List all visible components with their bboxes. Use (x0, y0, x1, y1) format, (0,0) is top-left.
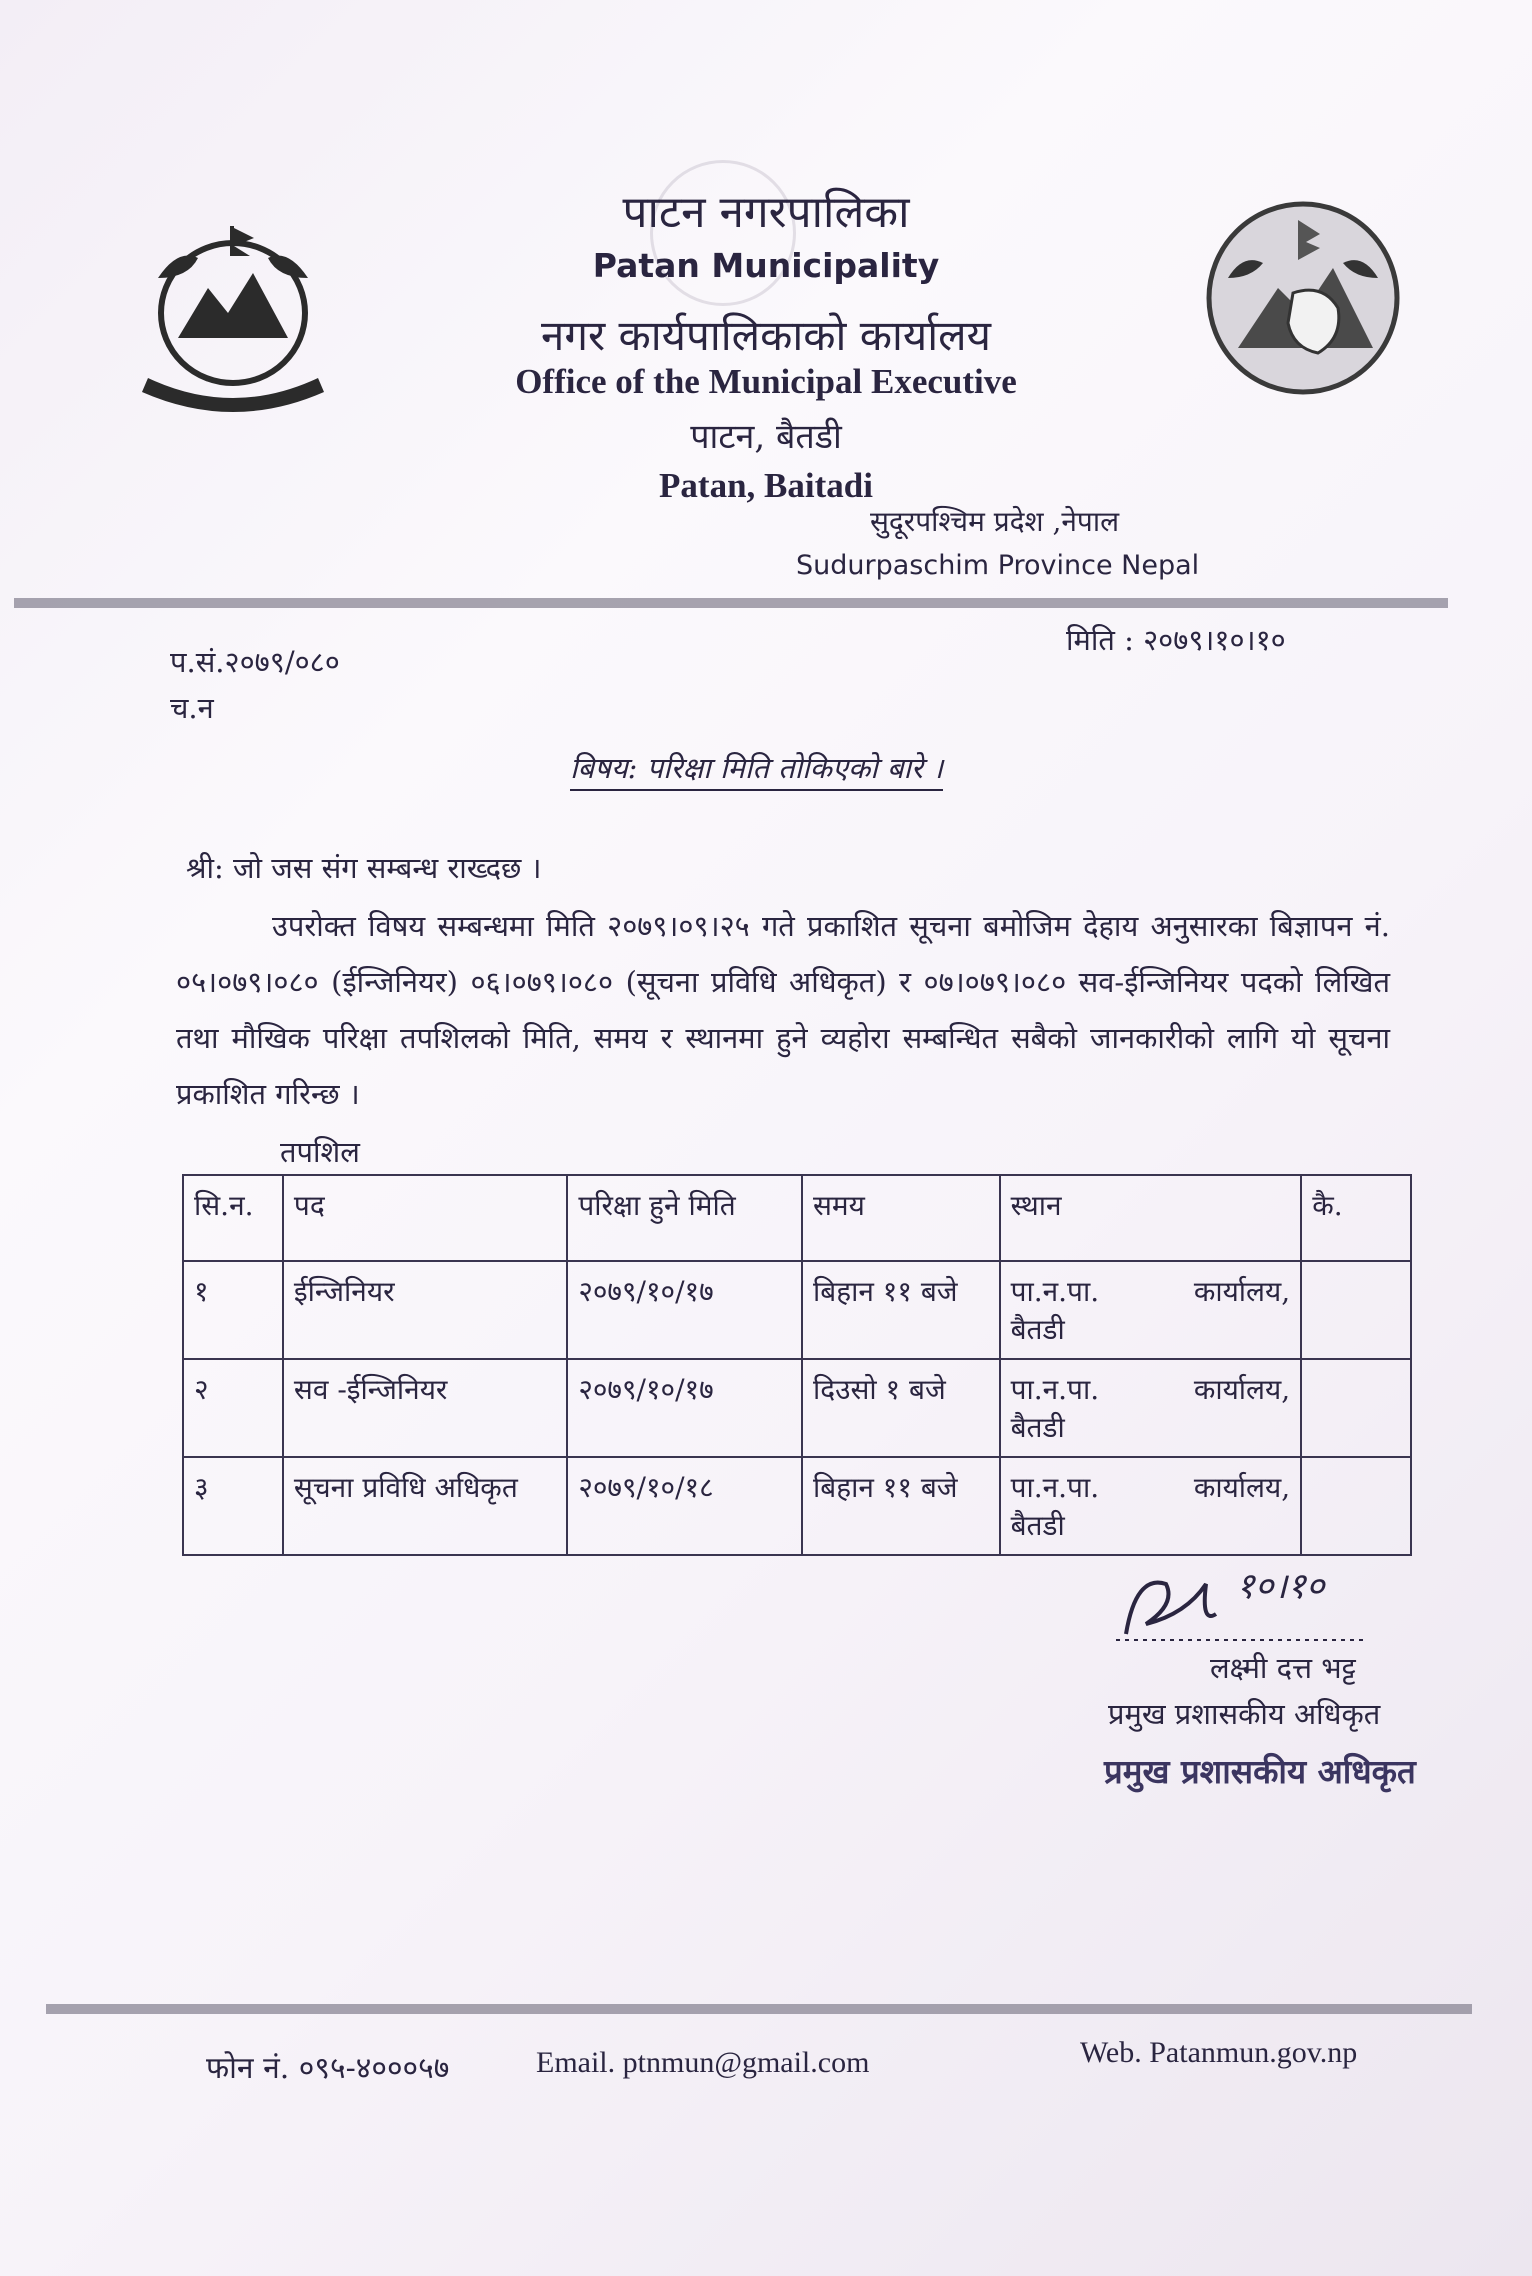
location-district: बैतडी (1010, 1411, 1065, 1444)
table-row (183, 1457, 1411, 1555)
location-district: बैतडी (1010, 1313, 1065, 1346)
salutation: श्री: जो जस संग सम्बन्ध राख्दछ । (186, 851, 542, 885)
cell-post: सव -ईन्जिनियर (283, 1359, 567, 1457)
subject-line: बिषय: परिक्षा मिति तोकिएको बारे । (570, 748, 943, 791)
signatory-name: लक्ष्मी दत्त भट्ट (1210, 1651, 1356, 1685)
cell-sn: २ (183, 1359, 283, 1457)
signature-date: १०।१० (1236, 1566, 1325, 1607)
body-paragraph (176, 898, 1390, 1122)
location-office: पा.न.पा. (1010, 1471, 1100, 1504)
table-row (183, 1359, 1411, 1457)
exam-schedule-table (182, 1174, 1412, 1556)
cell-location (1000, 1457, 1302, 1555)
footer-divider (46, 2004, 1472, 2014)
header-office-ne: नगर कार्यपालिकाको कार्यालय (541, 311, 991, 360)
location-office-word: कार्यालय, (1193, 1275, 1291, 1308)
cell-time: बिहान ११ बजे (802, 1457, 1000, 1555)
letter-date: मिति : २०७९।१०।१० (1066, 623, 1286, 657)
header-place-en: Patan, Baitadi (659, 466, 873, 505)
cell-post: ईन्जिनियर (283, 1261, 567, 1359)
header-cell: समय (802, 1175, 1000, 1261)
cell-remark (1301, 1359, 1411, 1457)
header-place-ne: पाटन, बैतडी (690, 417, 842, 457)
cell-date: २०७९/१०/१७ (567, 1261, 802, 1359)
cell-sn: ३ (183, 1457, 283, 1555)
header-name-ne: पाटन नगरपालिका (622, 187, 910, 238)
cell-sn: १ (183, 1261, 283, 1359)
designation-stamp: प्रमुख प्रशासकीय अधिकृत (1104, 1752, 1416, 1791)
cell-remark (1301, 1457, 1411, 1555)
signatory-title: प्रमुख प्रशासकीय अधिकृत (1108, 1697, 1381, 1731)
footer-website: Web. Patanmun.gov.np (1080, 2036, 1358, 2069)
location-office: पा.न.पा. (1010, 1275, 1100, 1308)
header-divider (14, 598, 1448, 608)
cell-remark (1301, 1261, 1411, 1359)
header-name-en: Patan Municipality (592, 246, 940, 285)
header-cell: परिक्षा हुने मिति (567, 1175, 802, 1261)
footer-email: Email. ptnmun@gmail.com (536, 2046, 870, 2079)
footer-phone: फोन नं. ०९५-४०००५७ (206, 2051, 450, 2086)
header-province-ne: सुदूरपश्चिम प्रदेश ,नेपाल (870, 505, 1120, 538)
dispatch-number: च.न (170, 691, 214, 725)
location-office-word: कार्यालय, (1193, 1471, 1291, 1504)
table-header-row (183, 1175, 1411, 1261)
header-cell: पद (283, 1175, 567, 1261)
cell-time: बिहान ११ बजे (802, 1261, 1000, 1359)
cell-post: सूचना प्रविधि अधिकृत (283, 1457, 567, 1555)
cell-location (1000, 1261, 1302, 1359)
table-row (183, 1261, 1411, 1359)
body-text: उपरोक्त विषय सम्बन्धमा मिति २०७९।०९।२५ गते प्रकाशित सूचना बमोजिम देहाय अनुसारका बिज्ञापन नं. ०५।०७९।०८० (ईन्जिनियर) ०६।०७९।०८० (सूचना प्रविधि अधिकृत) र ०७।०७९।०८० सव-ईन्जिनियर पदको लिखित तथा मौखिक परिक्षा तपशिलको मिति, समय र स्थानमा हुने व्यहोरा सम्बन्धित सबैको जानकारीको लागि यो सूचना प्रकाशित गरिन्छ । (176, 909, 1390, 1111)
location-office: पा.न.पा. (1010, 1373, 1100, 1406)
reference-number: प.सं.२०७९/०८० (170, 645, 340, 679)
cell-location (1000, 1359, 1302, 1457)
location-office-word: कार्यालय, (1193, 1373, 1291, 1406)
header-province-en: Sudurpaschim Province Nepal (796, 550, 1200, 581)
cell-date: २०७९/१०/१७ (567, 1359, 802, 1457)
schedule-title: तपशिल (280, 1135, 360, 1169)
header-cell: स्थान (1000, 1175, 1302, 1261)
cell-date: २०७९/१०/१८ (567, 1457, 802, 1555)
location-district: बैतडी (1010, 1509, 1065, 1542)
header-cell: कै. (1301, 1175, 1411, 1261)
header-cell: सि.न. (183, 1175, 283, 1261)
header-office-en: Office of the Municipal Executive (515, 362, 1017, 401)
cell-time: दिउसो १ बजे (802, 1359, 1000, 1457)
